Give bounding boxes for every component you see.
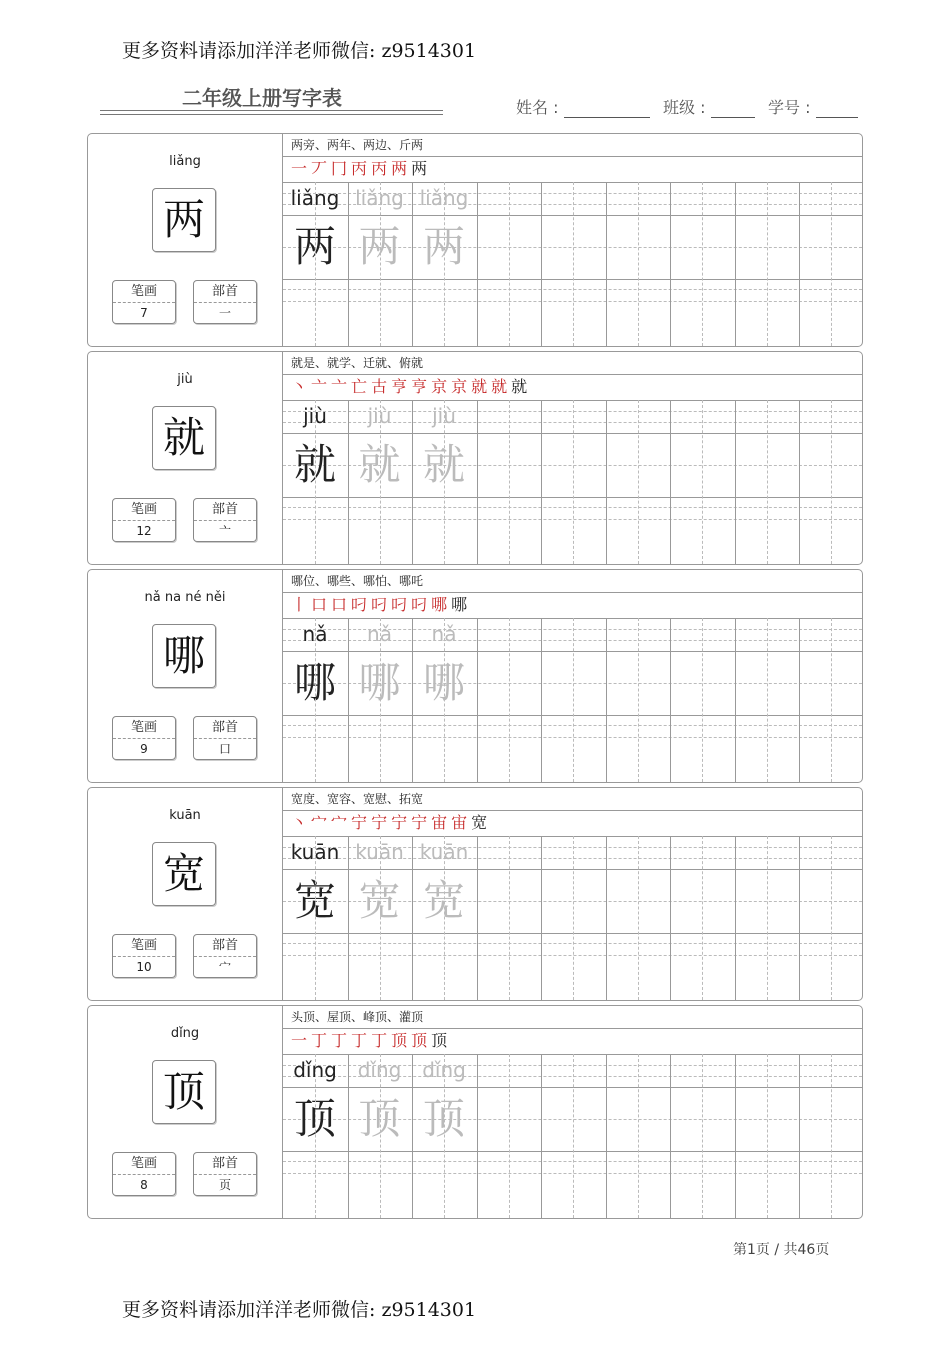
stroke-step-new: 顶 — [391, 1031, 412, 1050]
stroke-step-new: 口 — [311, 595, 332, 614]
stroke-order — [283, 592, 862, 619]
radical-box — [193, 498, 257, 542]
example-words: 就是、就学、迁就、俯就 — [283, 352, 862, 375]
stroke-step-new: 就 — [471, 377, 492, 396]
character-card — [87, 1005, 863, 1219]
card-info-panel — [88, 1006, 283, 1218]
practice-panel — [283, 352, 862, 564]
radical-label: 部首 — [194, 1153, 256, 1175]
stroke-step — [491, 377, 511, 396]
pinyin-label: jiù — [177, 372, 193, 387]
stroke-step-new: 叼 — [391, 595, 412, 614]
name-blank[interactable] — [564, 101, 650, 118]
stroke-step-new: 叼 — [411, 595, 432, 614]
example-words: 两旁、两年、两边、斤两 — [283, 134, 862, 157]
stroke-step — [391, 377, 411, 396]
stroke-count-box — [112, 498, 176, 542]
radical-value: 宀 — [218, 960, 231, 974]
stroke-step — [351, 1031, 371, 1050]
character-box: 两 — [152, 188, 216, 252]
stroke-step-new: 丆 — [311, 159, 332, 178]
writing-grid[interactable] — [283, 182, 862, 346]
pinyin-trace: kuān — [419, 840, 469, 864]
radical-label: 部首 — [194, 281, 256, 303]
stroke-step — [311, 377, 331, 396]
stroke-step-done: 宽 — [471, 813, 492, 832]
stroke-step — [411, 159, 431, 178]
stroke-step — [391, 159, 411, 178]
stroke-step — [431, 595, 451, 614]
stroke-step — [371, 377, 391, 396]
stroke-step-new: 宀 — [331, 813, 352, 832]
stroke-step-new: 两 — [391, 159, 412, 178]
character-trace: 两 — [358, 222, 401, 271]
stroke-order — [283, 156, 862, 183]
stroke-order — [283, 1028, 862, 1055]
promo-text-top: 更多资料请添加洋洋老师微信: z9514301 — [122, 40, 477, 62]
stroke-step — [291, 1031, 311, 1050]
card-info-panel — [88, 352, 283, 564]
stroke-step-new: 亠 — [331, 377, 352, 396]
title-underline — [100, 114, 443, 115]
stroke-count-label: 笔画 — [113, 935, 175, 957]
stroke-step-new: 叼 — [371, 595, 392, 614]
stroke-step — [371, 813, 391, 832]
stroke-step-new: 宙 — [451, 813, 472, 832]
class-blank[interactable] — [711, 101, 755, 118]
pinyin-sample: dǐng — [293, 1058, 337, 1082]
stroke-step — [411, 813, 431, 832]
pinyin-trace: kuān — [355, 840, 404, 864]
stroke-step — [331, 813, 351, 832]
stroke-step-new: 顶 — [411, 1031, 432, 1050]
stroke-step-new: 一 — [291, 1031, 312, 1050]
page-title: 二年级上册写字表 — [182, 86, 342, 110]
stroke-step-done: 顶 — [431, 1031, 452, 1050]
stroke-step-new: 一 — [291, 159, 312, 178]
stroke-count-value: 8 — [140, 1178, 148, 1192]
stroke-step — [391, 595, 411, 614]
stroke-step-new: 宁 — [371, 813, 392, 832]
character-trace: 哪 — [422, 658, 465, 707]
stroke-step-new: 丙 — [351, 159, 372, 178]
stroke-step — [291, 813, 311, 832]
stroke-step-new: 丁 — [351, 1031, 372, 1050]
stroke-step — [431, 813, 451, 832]
stroke-step — [451, 813, 471, 832]
stroke-step — [471, 813, 491, 832]
stroke-step-new: 丶 — [291, 813, 312, 832]
character-box: 哪 — [152, 624, 216, 688]
character-trace: 两 — [422, 222, 465, 271]
stroke-step — [331, 595, 351, 614]
character-trace: 顶 — [358, 1094, 401, 1143]
stroke-step-new: 冂 — [331, 159, 352, 178]
pinyin-sample: nǎ — [302, 622, 328, 646]
stroke-step — [411, 377, 431, 396]
stroke-count-label: 笔画 — [113, 1153, 175, 1175]
character-trace: 顶 — [422, 1094, 465, 1143]
stroke-order — [283, 374, 862, 401]
student-number-label: 学号 : — [768, 98, 811, 117]
practice-panel — [283, 134, 862, 346]
stroke-step-new: 丁 — [311, 1031, 332, 1050]
stroke-step-new: 亠 — [311, 377, 332, 396]
stroke-step-done: 两 — [411, 159, 432, 178]
stroke-step-new: 亨 — [411, 377, 432, 396]
stroke-step-new: 宁 — [351, 813, 372, 832]
class-label: 班级 : — [663, 98, 706, 117]
character-trace: 宽 — [358, 876, 401, 925]
stroke-step — [351, 813, 371, 832]
stroke-step — [411, 595, 431, 614]
radical-box — [193, 280, 257, 324]
character-sample: 哪 — [293, 658, 336, 707]
stroke-step — [391, 813, 411, 832]
character-box: 顶 — [152, 1060, 216, 1124]
stroke-step — [451, 377, 471, 396]
stroke-step-new: 就 — [491, 377, 512, 396]
character-sample: 顶 — [293, 1094, 336, 1143]
stroke-step-new: 丨 — [291, 595, 312, 614]
stroke-step-new: 叼 — [351, 595, 372, 614]
stroke-step-new: 亡 — [351, 377, 372, 396]
stroke-step — [371, 595, 391, 614]
radical-value: 亠 — [218, 524, 231, 538]
stroke-step — [471, 377, 491, 396]
pinyin-trace: dǐng — [422, 1058, 466, 1082]
stroke-count-value: 12 — [136, 524, 152, 538]
title-underline — [100, 110, 443, 111]
stroke-count-box — [112, 1152, 176, 1196]
character-sample: 两 — [293, 222, 336, 271]
stroke-step-new: 丙 — [371, 159, 392, 178]
pinyin-sample: kuān — [290, 840, 340, 864]
radical-value: 一 — [218, 306, 231, 320]
radical-value: 口 — [218, 742, 231, 756]
stroke-count-box — [112, 716, 176, 760]
radical-value: 页 — [218, 1178, 231, 1192]
radical-label: 部首 — [194, 499, 256, 521]
stroke-step — [391, 1031, 411, 1050]
stroke-step — [351, 377, 371, 396]
pinyin-trace: liǎng — [355, 186, 404, 210]
stroke-step — [331, 1031, 351, 1050]
stroke-count-label: 笔画 — [113, 499, 175, 521]
pinyin-label: kuān — [169, 808, 201, 823]
character-card — [87, 351, 863, 565]
character-card — [87, 133, 863, 347]
stroke-count-value: 7 — [140, 306, 148, 320]
pinyin-trace: jiù — [367, 404, 392, 428]
character-cards — [87, 133, 863, 1223]
stroke-step — [511, 377, 531, 396]
stroke-step — [331, 159, 351, 178]
stroke-step-new: 宁 — [391, 813, 412, 832]
stroke-count-value: 9 — [140, 742, 148, 756]
example-words: 宽度、宽容、宽慰、拓宽 — [283, 788, 862, 811]
pinyin-sample: liǎng — [290, 186, 340, 210]
name-field[interactable] — [516, 95, 650, 118]
stroke-step — [371, 159, 391, 178]
stroke-step-new: 哪 — [431, 595, 452, 614]
character-card — [87, 569, 863, 783]
stroke-step-new: 宁 — [411, 813, 432, 832]
writing-grid[interactable] — [283, 836, 862, 1000]
pinyin-trace: nǎ — [367, 622, 392, 646]
pinyin-trace: nǎ — [431, 622, 457, 646]
stroke-step — [451, 595, 471, 614]
card-info-panel — [88, 134, 283, 346]
practice-panel — [283, 1006, 862, 1218]
character-box: 宽 — [152, 842, 216, 906]
stroke-count-box — [112, 934, 176, 978]
stroke-step — [291, 159, 311, 178]
class-field[interactable] — [663, 95, 755, 118]
stroke-step — [311, 595, 331, 614]
stroke-step-new: 亨 — [391, 377, 412, 396]
stroke-step — [311, 1031, 331, 1050]
stroke-step — [351, 159, 371, 178]
stroke-step-new: 丁 — [371, 1031, 392, 1050]
stroke-step — [311, 159, 331, 178]
example-words: 头顶、屋顶、峰顶、灌顶 — [283, 1006, 862, 1029]
character-box: 就 — [152, 406, 216, 470]
stroke-count-label: 笔画 — [113, 717, 175, 739]
stroke-step — [431, 377, 451, 396]
stroke-order — [283, 810, 862, 837]
name-label: 姓名 : — [516, 98, 559, 117]
stroke-step — [431, 1031, 451, 1050]
stroke-step — [351, 595, 371, 614]
stroke-step-new: 丶 — [291, 377, 312, 396]
practice-panel — [283, 788, 862, 1000]
student-number-blank[interactable] — [816, 101, 858, 118]
writing-grid[interactable] — [283, 400, 862, 564]
stroke-step — [331, 377, 351, 396]
stroke-step — [291, 377, 311, 396]
character-trace: 就 — [358, 440, 401, 489]
card-info-panel — [88, 788, 283, 1000]
student-number-field[interactable] — [768, 95, 858, 118]
example-words: 哪位、哪些、哪怕、哪吒 — [283, 570, 862, 593]
stroke-step-new: 口 — [331, 595, 352, 614]
stroke-step-new: 丁 — [331, 1031, 352, 1050]
stroke-step-new: 京 — [431, 377, 452, 396]
stroke-step-done: 就 — [511, 377, 532, 396]
promo-text-bottom: 更多资料请添加洋洋老师微信: z9514301 — [122, 1299, 477, 1321]
pinyin-trace: liǎng — [419, 186, 469, 210]
page-number: 第1页 / 共46页 — [733, 1242, 830, 1258]
stroke-step-new: 宀 — [311, 813, 332, 832]
stroke-step-new: 京 — [451, 377, 472, 396]
character-card — [87, 787, 863, 1001]
character-trace: 哪 — [358, 658, 401, 707]
writing-grid[interactable] — [283, 618, 862, 782]
writing-grid[interactable] — [283, 1054, 862, 1218]
character-trace: 就 — [422, 440, 465, 489]
stroke-step-new: 宙 — [431, 813, 452, 832]
stroke-step-new: 古 — [371, 377, 392, 396]
pinyin-sample: jiù — [303, 404, 327, 428]
radical-box — [193, 716, 257, 760]
radical-box — [193, 934, 257, 978]
character-trace: 宽 — [422, 876, 465, 925]
practice-panel — [283, 570, 862, 782]
stroke-count-value: 10 — [136, 960, 152, 974]
character-sample: 就 — [293, 440, 336, 489]
stroke-step — [291, 595, 311, 614]
stroke-step — [371, 1031, 391, 1050]
pinyin-label: liǎng — [169, 154, 201, 169]
stroke-count-box — [112, 280, 176, 324]
stroke-step-done: 哪 — [451, 595, 472, 614]
pinyin-label: dǐng — [170, 1026, 200, 1041]
pinyin-label: nǎ na né něi — [144, 590, 226, 605]
stroke-step — [311, 813, 331, 832]
stroke-step — [411, 1031, 431, 1050]
card-info-panel — [88, 570, 283, 782]
character-sample: 宽 — [293, 876, 336, 925]
pinyin-trace: dǐng — [357, 1058, 402, 1082]
radical-box — [193, 1152, 257, 1196]
stroke-count-label: 笔画 — [113, 281, 175, 303]
radical-label: 部首 — [194, 717, 256, 739]
radical-label: 部首 — [194, 935, 256, 957]
pinyin-trace: jiù — [432, 404, 456, 428]
